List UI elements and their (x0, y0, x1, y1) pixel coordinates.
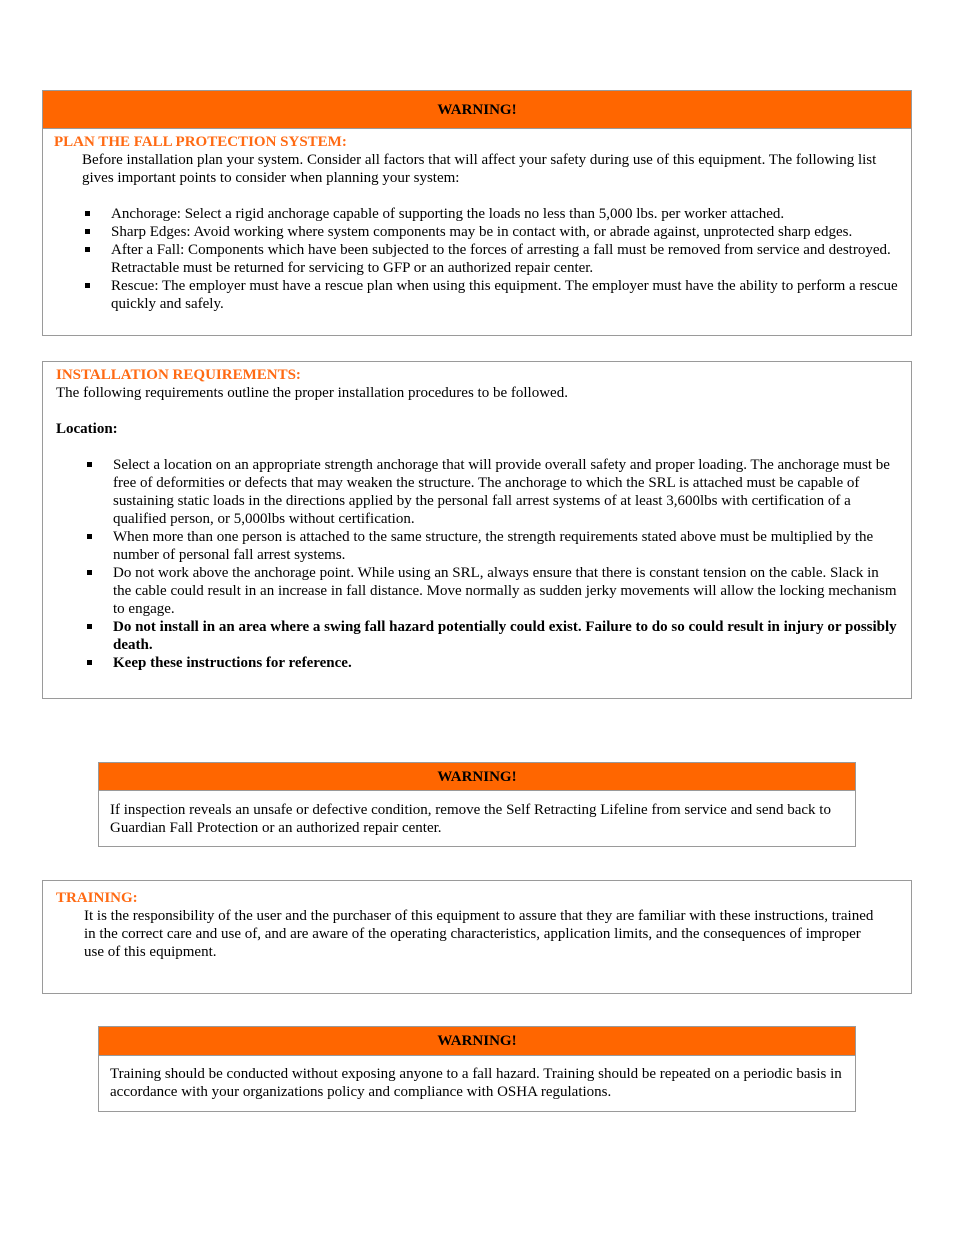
list-item: Rescue: The employer must have a rescue plan when using this equipment. The employer must have the ability to perform a rescue quickly and safely. (83, 277, 901, 313)
warning-header (99, 1027, 855, 1056)
warning-header (43, 91, 911, 129)
plan-section (42, 90, 912, 336)
list-item: After a Fall: Components which have been subjected to the forces of arresting a fall must be removed from service and destroyed. Retractable must be returned for servicing to GFP or an authorized repair center. (83, 241, 901, 277)
warning-label: WARNING! (437, 769, 517, 785)
training-warning (98, 1026, 856, 1112)
inspection-warning (98, 762, 856, 847)
warning-header (99, 763, 855, 791)
plan-intro: Before installation plan your system. Consider all factors that will affect your safety during use of this equipment. The following list gives important points to consider when planning your system: (82, 152, 877, 186)
list-item: Do not work above the anchorage point. While using an SRL, always ensure that there is constant tension on the cable. Slack in the cable could result in an increase in fall distance. Move normally as sudden jerky movements will allow the locking mechanism to engage. (85, 564, 897, 618)
location-label: Location: (56, 421, 118, 437)
training-warning-text: Training should be conducted without exposing anyone to a fall hazard. Training should be repeated on a periodic basis in accordance with your organizations policy and compliance with OSHA regulations. (110, 1066, 842, 1100)
training-title: TRAINING: (56, 890, 138, 906)
list-item: Select a location on an appropriate strength anchorage that will provide overall safety and proper loading. The anchorage must be free of deformities or defects that may weaken the structure. The anchorage to which the SRL is attached must be capable of sustaining static loads in the directions applied by the personal fall arrest systems of at least 3,600lbs with certification of a qualified person, or 5,000lbs without certification. (85, 456, 897, 528)
training-text: It is the responsibility of the user and the purchaser of this equipment to assure that they are familiar with these instructions, trained in the correct care and use of, and are aware of the operating characteristics, application limits, and the consequences of improper use of this equipment. (84, 908, 874, 960)
list-item: When more than one person is attached to the same structure, the strength requirements stated above must be multiplied by the number of personal fall arrest systems. (85, 528, 897, 564)
warning-label: WARNING! (437, 1033, 517, 1049)
list-item: Sharp Edges: Avoid working where system components may be in contact with, or abrade against, unprotected sharp edges. (83, 223, 901, 241)
installation-list (85, 456, 897, 672)
plan-title: PLAN THE FALL PROTECTION SYSTEM: (54, 134, 347, 150)
plan-list (83, 205, 901, 313)
training-section (42, 880, 912, 994)
installation-section (42, 361, 912, 699)
inspection-warning-text: If inspection reveals an unsafe or defective condition, remove the Self Retracting Lifeline from service and send back to Guardian Fall Protection or an authorized repair center. (110, 802, 831, 836)
installation-title: INSTALLATION REQUIREMENTS: (56, 367, 301, 383)
warning-label: WARNING! (437, 102, 517, 118)
list-item: Keep these instructions for reference. (85, 654, 897, 672)
installation-intro: The following requirements outline the proper installation procedures to be followed. (56, 385, 568, 401)
list-item: Anchorage: Select a rigid anchorage capable of supporting the loads no less than 5,000 lbs. per worker attached. (83, 205, 901, 223)
list-item: Do not install in an area where a swing fall hazard potentially could exist. Failure to do so could result in injury or possibly death. (85, 618, 897, 654)
